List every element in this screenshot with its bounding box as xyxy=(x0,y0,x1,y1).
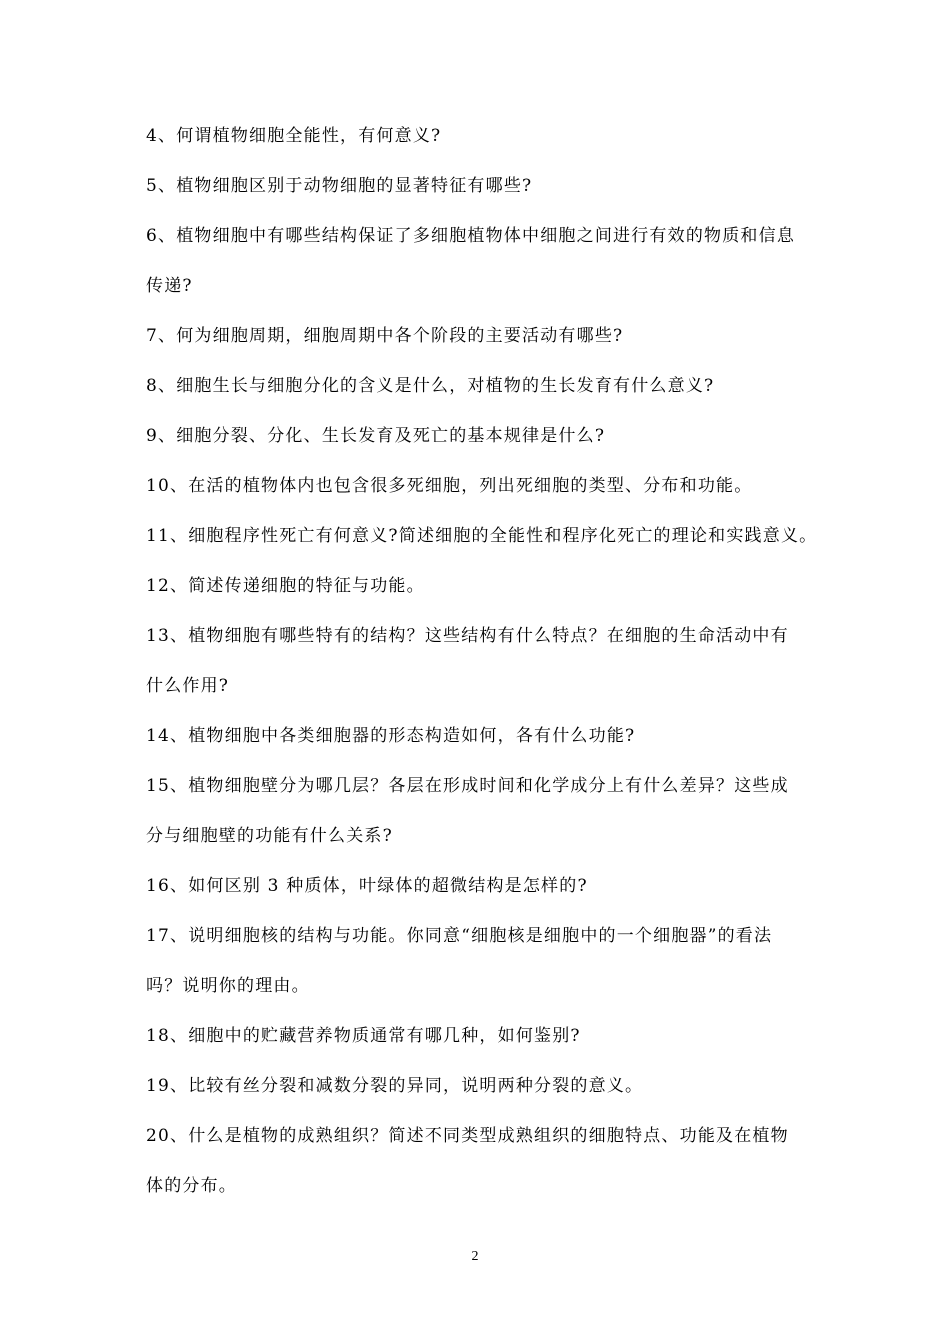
question-10: 10、在活的植物体内也包含很多死细胞，列出死细胞的类型、分布和功能。 xyxy=(146,476,753,496)
question-13-line-2: 什么作用? xyxy=(146,676,230,696)
question-9: 9、细胞分裂、分化、生长发育及死亡的基本规律是什么? xyxy=(146,426,606,446)
question-4: 4、何谓植物细胞全能性，有何意义? xyxy=(146,126,442,146)
question-5: 5、植物细胞区别于动物细胞的显著特征有哪些? xyxy=(146,176,533,196)
question-16: 16、如何区别 3 种质体，叶绿体的超微结构是怎样的? xyxy=(146,876,588,896)
question-13-line-1: 13、植物细胞有哪些特有的结构？这些结构有什么特点？在细胞的生命活动中有 xyxy=(146,626,789,646)
question-20-line-2: 体的分布。 xyxy=(146,1176,237,1196)
question-6-line-2: 传递? xyxy=(146,276,193,296)
page-number: 2 xyxy=(471,1249,479,1264)
question-17-line-1: 17、说明细胞核的结构与功能。你同意“细胞核是细胞中的一个细胞器”的看法 xyxy=(146,926,773,946)
question-12: 12、简述传递细胞的特征与功能。 xyxy=(146,576,425,596)
question-8: 8、细胞生长与细胞分化的含义是什么，对植物的生长发育有什么意义? xyxy=(146,376,715,396)
question-20-line-1: 20、什么是植物的成熟组织？简述不同类型成熟组织的细胞特点、功能及在植物 xyxy=(146,1126,789,1146)
question-6-line-1: 6、植物细胞中有哪些结构保证了多细胞植物体中细胞之间进行有效的物质和信息 xyxy=(146,226,796,246)
question-14: 14、植物细胞中各类细胞器的形态构造如何，各有什么功能? xyxy=(146,726,636,746)
question-15-line-2: 分与细胞壁的功能有什么关系? xyxy=(146,826,393,846)
question-11: 11、细胞程序性死亡有何意义?简述细胞的全能性和程序化死亡的理论和实践意义。 xyxy=(146,526,818,546)
question-7: 7、何为细胞周期，细胞周期中各个阶段的主要活动有哪些? xyxy=(146,326,624,346)
question-18: 18、细胞中的贮藏营养物质通常有哪几种，如何鉴别? xyxy=(146,1026,581,1046)
question-19: 19、比较有丝分裂和减数分裂的异同，说明两种分裂的意义。 xyxy=(146,1076,644,1096)
question-15-line-1: 15、植物细胞壁分为哪几层？各层在形成时间和化学成分上有什么差异？这些成 xyxy=(146,776,789,796)
question-17-line-2: 吗？说明你的理由。 xyxy=(146,976,310,996)
